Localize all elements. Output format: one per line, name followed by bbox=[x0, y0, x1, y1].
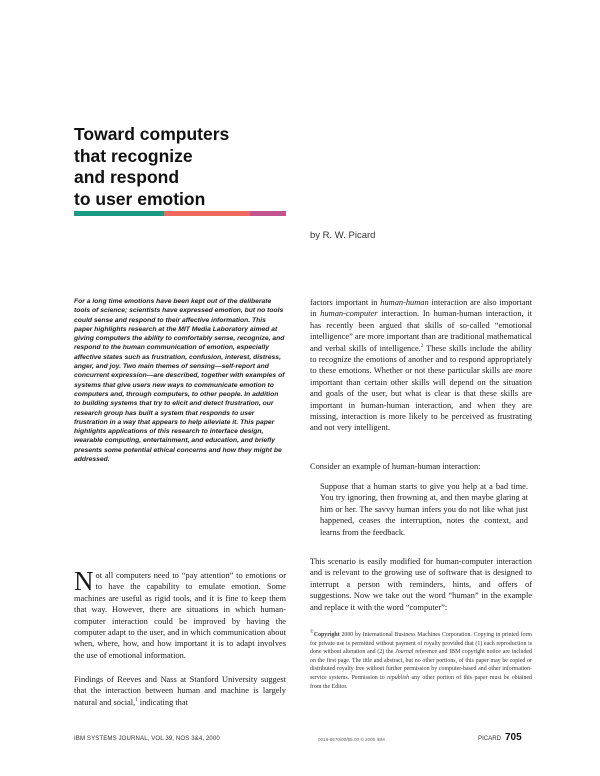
copyright-symbol: © bbox=[310, 630, 314, 636]
article-title bbox=[74, 124, 334, 210]
body-paragraph-left bbox=[74, 674, 286, 708]
footnote-emphasis: republish bbox=[387, 674, 410, 681]
page-number: 705 bbox=[505, 732, 522, 743]
emphasis-text: more bbox=[515, 366, 532, 376]
accent-bar-magenta bbox=[250, 211, 286, 216]
emphasis-text: human-human bbox=[380, 298, 429, 307]
copyright-label: Copyright bbox=[313, 632, 340, 638]
body-text: This scenario is easily modified for human-computer interaction and is relevant to the growing use of software that is designed to interrupt a person with reminders, hints, and offers of suggestions. Now we take out the word “human” in the example and replace it with the word “computer”: bbox=[310, 557, 532, 612]
body-paragraph-right-3 bbox=[310, 556, 532, 613]
title-line: that recognize bbox=[74, 145, 193, 166]
title-line: Toward computers bbox=[74, 124, 230, 144]
intro-paragraph bbox=[74, 566, 286, 661]
body-text: indicating that bbox=[137, 697, 188, 707]
footnote-ref: 2 bbox=[420, 343, 424, 349]
drop-cap: N bbox=[74, 566, 94, 596]
body-text: Findings of Reeves and Nass at Stanford University suggest that the interaction between human and machine is largely natural and social, bbox=[74, 675, 286, 707]
body-text: important than certain other skills will depend on the situation and goals of the user, but what is clear is that these skills are important in human-human interaction, and when they are missing, interaction is more likely to be perceived as frustrating and not very intelligent. bbox=[310, 377, 532, 433]
footnote-ref: 1 bbox=[135, 698, 138, 704]
footnote-text: any other portion of this paper must be obtained from the Editor. bbox=[310, 674, 532, 690]
footer-code: 0018-8670/00/$5.00 © 2000 IBM bbox=[318, 737, 385, 742]
intro-text: ot all computers need to “pay attention” to emotions or to have the capability to emulate emotion. Some machines are useful as rigid tools, and it is fine to keep them that way. However, there are situations in which human-computer interaction could be improved by having the computer adapt to the user, and in which communication about when, where, how, and how important it is to adapt involves the use of emotional information. bbox=[74, 571, 286, 660]
block-quote: Suppose that a human starts to give you help at a bad time. You try ignoring, then frowning at, and then maybe glaring at him or her. The savvy human infers you do not like what just happened, ceases the interruption, notes the context, and learns from the feedback. bbox=[320, 482, 528, 537]
abstract: For a long time emotions have been kept out of the deliberate tools of science; scientists have expressed emotion, but no tools could sense and respond to their affective information. This paper highlights research at the MIT Media Laboratory aimed at giving computers the ability to comfortably sense, recognize, and respond to the human communication of emotion, especially affective states such as frustration, confusion, interest, distress, anger, and joy. Two main themes of sensing—self-report and concurrent expression—are described, together with examples of systems that give users new ways to communicate emotion to computers and, through computers, to other people. In addition to building systems that try to elicit and detect frustration, our research group has built a system that responds to user frustration in a way that appears to help alleviate it. This paper highlights applications of this research to interface design, wearable computing, entertainment, and education, and briefly presents some potential ethical concerns and how they might be addressed. bbox=[74, 298, 285, 464]
body-text: factors important in bbox=[310, 298, 381, 307]
footnote-emphasis: Journal bbox=[395, 649, 414, 656]
body-paragraph-right-1 bbox=[310, 297, 532, 434]
body-text: interaction. In human-human interaction, it has recently been argued that skills of so-called “emotional intelligence” are more important than are traditional mathematical and verbal skills of intelligence. bbox=[310, 309, 532, 353]
footer-author: PICARD bbox=[478, 735, 502, 742]
footnote-text: 2000 by International Business Machines Corporation. Copying in printed form for private use is permitted without payment of royalty provided that (1) each reproduction is done without alteration and (2) the bbox=[310, 632, 532, 656]
body-text: Consider an example of human-human interaction: bbox=[310, 462, 481, 471]
footnote-text: reference and IBM copyright notice are included on the first page. The title and abstract, but no other portions, of this paper may be copied or distributed royalty free without further permission by computer-based and other information-service systems. Permission to bbox=[310, 649, 532, 681]
title-line: and respond bbox=[74, 167, 180, 187]
accent-bar-coral bbox=[164, 211, 250, 216]
accent-bar-teal bbox=[74, 211, 164, 216]
body-text: These skills include the ability to recognize the emotions of another and to respond appropriately to these emotions. Whether or not these particular skills are bbox=[310, 343, 532, 376]
footer-journal: IBM SYSTEMS JOURNAL, VOL 39, NOS 3&4, 2000 bbox=[74, 735, 220, 742]
author-byline: by R. W. Picard bbox=[310, 230, 376, 241]
body-text: interaction are also important in bbox=[310, 298, 532, 319]
emphasis-text: human-computer bbox=[320, 309, 378, 319]
title-line: to user emotion bbox=[74, 188, 206, 209]
copyright-footnote bbox=[310, 631, 532, 691]
body-paragraph-right-2 bbox=[310, 461, 532, 472]
